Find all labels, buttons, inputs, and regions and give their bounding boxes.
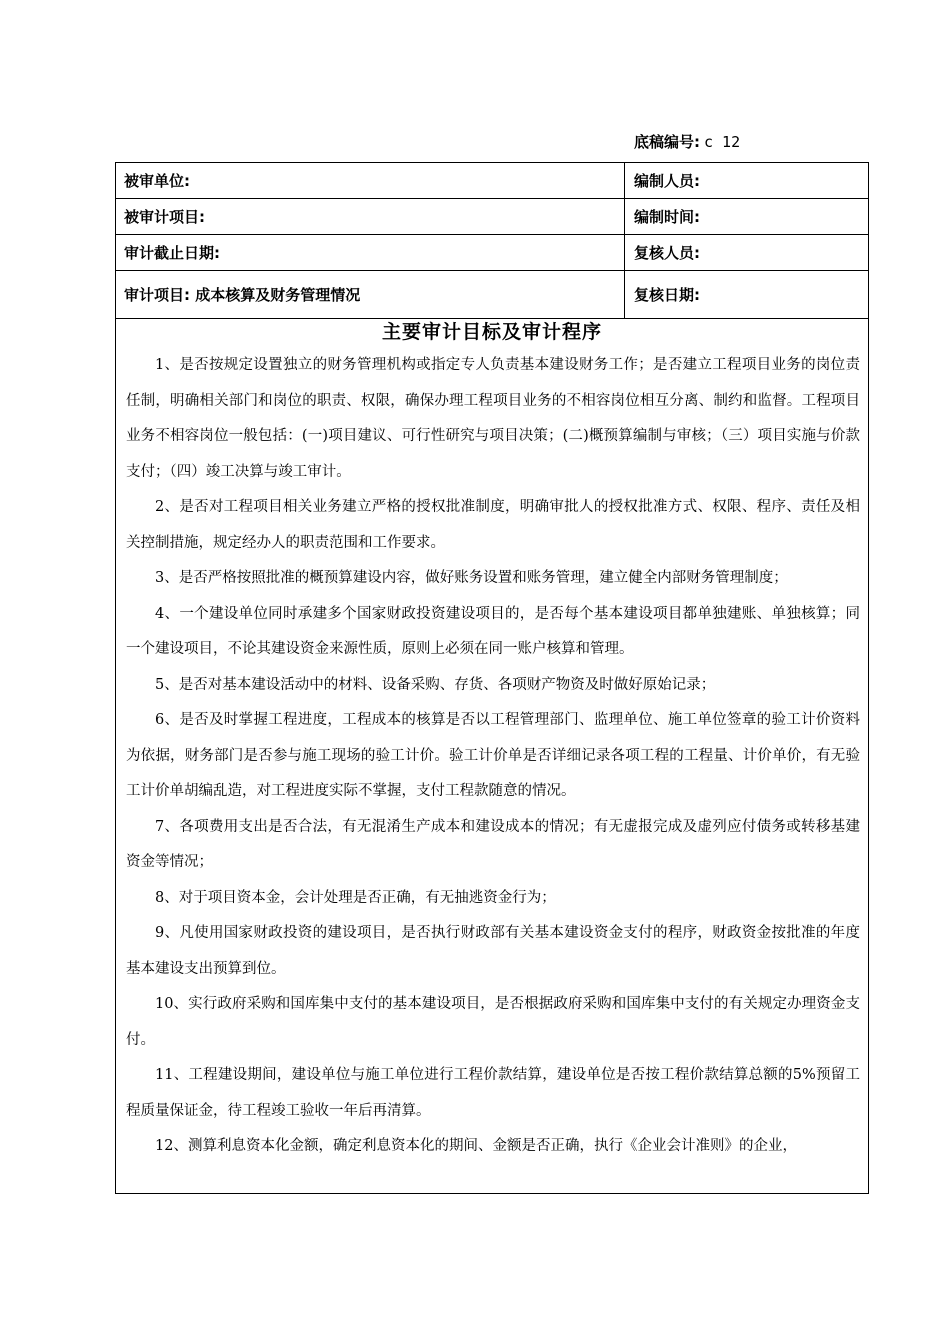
section-title: 主要审计目标及审计程序 xyxy=(381,321,602,343)
procedure-paragraph: 11、工程建设期间，建设单位与施工单位进行工程价款结算，建设单位是否按工程价款结算总额的5%预留工程质量保证金，待工程竣工验收一年后再清算。 xyxy=(126,1067,860,1119)
procedure-paragraph: 4、一个建设单位同时承建多个国家财政投资建设项目的，是否每个基本建设项目都单独建账、单独核算；同一个建设项目，不论其建设资金来源性质，原则上必须在同一账户核算和管理。 xyxy=(126,605,860,657)
procedure-paragraph: 7、各项费用支出是否合法，有无混淆生产成本和建设成本的情况；有无虚报完成及虚列应付债务或转移基建资金等情况； xyxy=(126,818,860,870)
audited-unit-label: 被审单位: xyxy=(124,172,190,190)
procedure-paragraph: 8、对于项目资本金，会计处理是否正确，有无抽逃资金行为； xyxy=(155,889,556,906)
procedure-paragraph: 3、是否严格按照批准的概预算建设内容，做好账务设置和账务管理，建立健全内部财务管理制度； xyxy=(155,570,788,586)
review-date-label: 复核日期: xyxy=(634,286,700,304)
procedure-list xyxy=(126,348,860,1165)
preparer-label: 编制人员: xyxy=(634,172,700,190)
audit-sheet xyxy=(115,162,869,1194)
procedure-paragraph: 5、是否对基本建设活动中的材料、设备采购、存货、各项财产物资及时做好原始记录； xyxy=(155,676,716,693)
prepare-time-label: 编制时间: xyxy=(634,208,700,226)
info-row-cutoff-date xyxy=(116,235,868,271)
procedure-paragraph: 9、凡使用国家财政投资的建设项目，是否执行财政部有关基本建设资金支付的程序，财政资金按批准的年度基本建设支出预算到位。 xyxy=(126,925,860,977)
info-row-audit-item xyxy=(116,271,868,319)
audit-item-label: 审计项目: 成本核算及财务管理情况 xyxy=(124,286,361,304)
info-row-audited-unit xyxy=(116,163,868,199)
reviewer-label: 复核人员: xyxy=(634,244,700,262)
procedure-paragraph: 10、实行政府采购和国库集中支付的基本建设项目，是否根据政府采购和国库集中支付的有关规定办理资金支付。 xyxy=(126,996,860,1048)
procedure-paragraph: 6、是否及时掌握工程进度，工程成本的核算是否以工程管理部门、监理单位、施工单位签章的验工计价资料为依据，财务部门是否参与施工现场的验工计价。验工计价单是否详细记录各项工程的工程量、计价单价，有无验工计价单胡编乱造，对工程进度实际不掌握，支付工程款随意的情况。 xyxy=(126,712,860,799)
audited-project-label: 被审计项目: xyxy=(124,208,205,226)
doc-code-label: 底稿编号: xyxy=(634,133,700,151)
doc-code-value: c 12 xyxy=(704,133,741,151)
doc-code xyxy=(634,131,740,152)
info-row-audited-project xyxy=(116,199,868,235)
procedure-paragraph: 1、是否按规定设置独立的财务管理机构或指定专人负责基本建设财务工作；是否建立工程项目业务的岗位责任制，明确相关部门和岗位的职责、权限，确保办理工程项目业务的不相容岗位相互分离、制约和监督。工程项目业务不相容岗位一般包括：(一)项目建议、可行性研究与项目决策；(二)概预算编制与审核；（三）项目实施与价款支付；（四）竣工决算与竣工审计。 xyxy=(126,357,860,480)
procedure-paragraph: 12、测算利息资本化金额，确定利息资本化的期间、金额是否正确，执行《企业会计准则》的企业， xyxy=(155,1138,797,1154)
procedure-paragraph: 2、是否对工程项目相关业务建立严格的授权批准制度，明确审批人的授权批准方式、权限、程序、责任及相关控制措施，规定经办人的职责范围和工作要求。 xyxy=(126,499,860,551)
cutoff-date-label: 审计截止日期: xyxy=(124,244,220,262)
